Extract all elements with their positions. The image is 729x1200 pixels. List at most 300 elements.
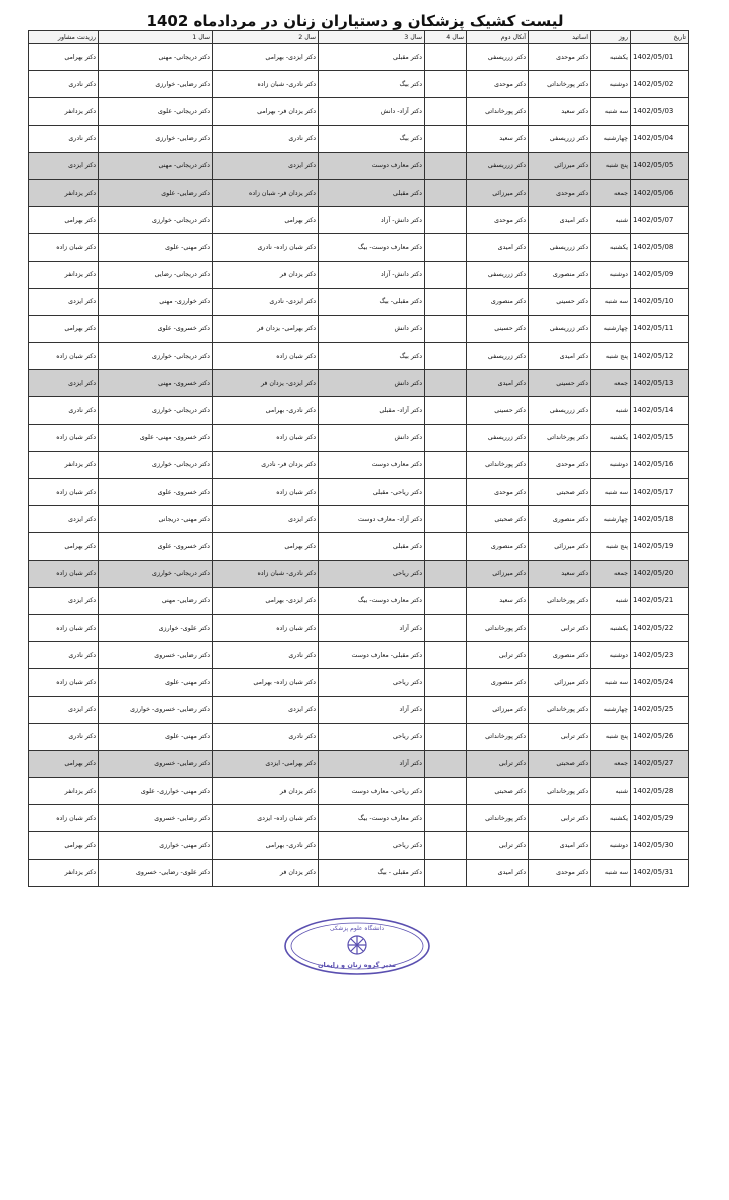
table-row — [29, 805, 689, 832]
cell-day: دوشنبه — [591, 261, 631, 288]
cell-date: 1402/05/26 — [631, 723, 689, 750]
table-row — [29, 207, 689, 234]
cell-year1: دکتر مهنی- علوی — [99, 234, 213, 261]
stamp-graphic — [282, 915, 432, 977]
cell-senior: دکتر نادری — [29, 642, 99, 669]
cell-year4 — [425, 179, 467, 206]
cell-oncall2: دکتر موحدی — [467, 479, 529, 506]
cell-year2: دکتر شبان زاده- ایزدی — [213, 805, 319, 832]
cell-senior: دکتر بهرامی — [29, 44, 99, 71]
cell-year3: دکتر ریاحی- معارف دوست — [319, 778, 425, 805]
cell-year1: دکتر خسروی- مهنی- علوی — [99, 424, 213, 451]
table-row — [29, 642, 689, 669]
cell-year2: دکتر شبان زاده — [213, 424, 319, 451]
cell-attending: دکتر منصوری — [529, 642, 591, 669]
table-row — [29, 125, 689, 152]
cell-attending: دکتر پورخانداتی — [529, 587, 591, 614]
cell-date: 1402/05/06 — [631, 179, 689, 206]
cell-year3: دکتر معارف دوست- بیگ — [319, 805, 425, 832]
cell-day: یکشنبه — [591, 614, 631, 641]
cell-attending: دکتر پورخانداتی — [529, 71, 591, 98]
cell-year2: دکتر یزدان فر — [213, 778, 319, 805]
cell-attending: دکتر سعید — [529, 560, 591, 587]
cell-day: سه شنبه — [591, 859, 631, 886]
cell-year3: دکتر ریاحی- مقبلی — [319, 479, 425, 506]
cell-year2: دکتر بهرامی- یزدان فر — [213, 315, 319, 342]
cell-date: 1402/05/23 — [631, 642, 689, 669]
table-row — [29, 397, 689, 424]
cell-attending: دکتر زرریسفی — [529, 234, 591, 261]
roster-sheet — [28, 30, 688, 887]
cell-date: 1402/05/30 — [631, 832, 689, 859]
cell-year4 — [425, 288, 467, 315]
cell-senior: دکتر یزدانفر — [29, 778, 99, 805]
cell-year3: دکتر ریاحی — [319, 832, 425, 859]
table-row — [29, 343, 689, 370]
cell-oncall2: دکتر زرریسفی — [467, 44, 529, 71]
cell-year2: دکتر ایزدی — [213, 506, 319, 533]
cell-attending: دکتر پورخانداتی — [529, 778, 591, 805]
cell-senior: دکتر بهرامی — [29, 750, 99, 777]
cell-year3: دکتر مقبلی — [319, 179, 425, 206]
cell-year2: دکتر ایزدی- بهرامی — [213, 587, 319, 614]
cell-year3: دکتر مقبلی — [319, 533, 425, 560]
cell-year3: دکتر ریاحی — [319, 560, 425, 587]
cell-year3: دکتر دانش — [319, 424, 425, 451]
cell-attending: دکتر موحدی — [529, 44, 591, 71]
cell-year2: دکتر یزدان فر- نادری — [213, 451, 319, 478]
cell-year2: دکتر نادری- بهرامی — [213, 397, 319, 424]
cell-year2: دکتر شبان زاده- نادری — [213, 234, 319, 261]
cell-oncall2: دکتر میرزائی — [467, 179, 529, 206]
cell-date: 1402/05/15 — [631, 424, 689, 451]
cell-year1: دکتر رضایی- مهنی — [99, 587, 213, 614]
cell-year4 — [425, 424, 467, 451]
cell-day: سه شنبه — [591, 98, 631, 125]
cell-date: 1402/05/12 — [631, 343, 689, 370]
cell-oncall2: دکتر سعید — [467, 125, 529, 152]
cell-oncall2: دکتر صحبتی — [467, 506, 529, 533]
cell-date: 1402/05/14 — [631, 397, 689, 424]
cell-year4 — [425, 614, 467, 641]
cell-senior: دکتر ایزدی — [29, 696, 99, 723]
cell-year1: دکتر دریجانی- خوارزی — [99, 560, 213, 587]
cell-year4 — [425, 859, 467, 886]
cell-day: شنبه — [591, 587, 631, 614]
cell-year2: دکتر نادری — [213, 642, 319, 669]
cell-year1: دکتر دریجانی- مهنی — [99, 44, 213, 71]
cell-senior: دکتر یزدانفر — [29, 261, 99, 288]
cell-attending: دکتر سعید — [529, 98, 591, 125]
cell-year3: دکتر بیگ — [319, 125, 425, 152]
cell-year1: دکتر رضایی- خسروی — [99, 750, 213, 777]
cell-year4 — [425, 696, 467, 723]
cell-year3: دکتر دانش- آزاد — [319, 207, 425, 234]
cell-senior: دکتر نادری — [29, 723, 99, 750]
cell-year1: دکتر رضایی- خوارزی — [99, 71, 213, 98]
cell-year3: دکتر معارف دوست — [319, 152, 425, 179]
cell-attending: دکتر منصوری — [529, 261, 591, 288]
cell-day: چهارشنبه — [591, 506, 631, 533]
cell-year4 — [425, 125, 467, 152]
cell-year4 — [425, 778, 467, 805]
cell-year3: دکتر مقبلی - بیگ — [319, 859, 425, 886]
cell-date: 1402/05/29 — [631, 805, 689, 832]
cell-date: 1402/05/09 — [631, 261, 689, 288]
cell-oncall2: دکتر امیدی — [467, 234, 529, 261]
cell-year3: دکتر آزاد — [319, 750, 425, 777]
table-row — [29, 696, 689, 723]
cell-oncall2: دکتر منصوری — [467, 533, 529, 560]
header-year1: سال 1 — [99, 31, 213, 44]
cell-year2: دکتر نادری — [213, 723, 319, 750]
header-attending: اساتید — [529, 31, 591, 44]
roster-body — [29, 44, 689, 887]
cell-oncall2: دکتر حسینی — [467, 315, 529, 342]
cell-year2: دکتر بهرامی- ایزدی — [213, 750, 319, 777]
cell-attending: دکتر موحدی — [529, 859, 591, 886]
cell-oncall2: دکتر پورخانداتی — [467, 723, 529, 750]
cell-date: 1402/05/18 — [631, 506, 689, 533]
cell-oncall2: دکتر زرریسفی — [467, 152, 529, 179]
cell-oncall2: دکتر پورخانداتی — [467, 451, 529, 478]
cell-senior: دکتر ایزدی — [29, 587, 99, 614]
cell-attending: دکتر پورخانداتی — [529, 696, 591, 723]
cell-year1: دکتر خسروی- مهنی — [99, 370, 213, 397]
cell-date: 1402/05/24 — [631, 669, 689, 696]
cell-date: 1402/05/28 — [631, 778, 689, 805]
cell-year4 — [425, 669, 467, 696]
table-row — [29, 152, 689, 179]
cell-attending: دکتر پورخانداتی — [529, 424, 591, 451]
cell-date: 1402/05/20 — [631, 560, 689, 587]
cell-attending: دکتر صحبتی — [529, 750, 591, 777]
cell-year1: دکتر مهنی- خوارزی- علوی — [99, 778, 213, 805]
cell-year3: دکتر آزاد- مقبلی — [319, 397, 425, 424]
header-year2: سال 2 — [213, 31, 319, 44]
cell-year4 — [425, 261, 467, 288]
cell-oncall2: دکتر امیدی — [467, 370, 529, 397]
header-senior: رزیدنت مشاور — [29, 31, 99, 44]
cell-year1: دکتر دریجانی- خوارزی — [99, 343, 213, 370]
cell-attending: دکتر میرزائی — [529, 533, 591, 560]
cell-year2: دکتر ایزدی- یزدان فر — [213, 370, 319, 397]
cell-date: 1402/05/19 — [631, 533, 689, 560]
table-row — [29, 315, 689, 342]
cell-senior: دکتر شبان زاده — [29, 234, 99, 261]
table-row — [29, 533, 689, 560]
table-row — [29, 587, 689, 614]
cell-date: 1402/05/08 — [631, 234, 689, 261]
department-stamp — [282, 915, 432, 977]
cell-year3: دکتر آزاد — [319, 614, 425, 641]
cell-senior: دکتر بهرامی — [29, 315, 99, 342]
table-row — [29, 750, 689, 777]
cell-year4 — [425, 723, 467, 750]
cell-year1: دکتر خسروی- علوی — [99, 315, 213, 342]
table-row — [29, 261, 689, 288]
cell-year4 — [425, 315, 467, 342]
cell-oncall2: دکتر موحدی — [467, 71, 529, 98]
cell-year2: دکتر یزدان فر- شبان زاده — [213, 179, 319, 206]
cell-year1: دکتر مهنی- علوی — [99, 669, 213, 696]
cell-year4 — [425, 343, 467, 370]
cell-year2: دکتر نادری- شبان زاده — [213, 560, 319, 587]
cell-year3: دکتر مقبلی- معارف دوست — [319, 642, 425, 669]
cell-year4 — [425, 479, 467, 506]
cell-year4 — [425, 98, 467, 125]
cell-senior: دکتر بهرامی — [29, 207, 99, 234]
table-row — [29, 179, 689, 206]
cell-year1: دکتر دریجانی- مهنی — [99, 152, 213, 179]
table-row — [29, 669, 689, 696]
cell-senior: دکتر ایزدی — [29, 370, 99, 397]
cell-year3: دکتر آزاد — [319, 696, 425, 723]
cell-date: 1402/05/22 — [631, 614, 689, 641]
table-row — [29, 44, 689, 71]
cell-year1: دکتر خسروی- علوی — [99, 479, 213, 506]
cell-date: 1402/05/31 — [631, 859, 689, 886]
emblem-icon — [348, 936, 366, 954]
cell-year1: دکتر رضایی- خسروی — [99, 642, 213, 669]
cell-day: جمعه — [591, 179, 631, 206]
cell-attending: دکتر حسینی — [529, 288, 591, 315]
cell-year4 — [425, 533, 467, 560]
cell-date: 1402/05/16 — [631, 451, 689, 478]
cell-senior: دکتر یزدانفر — [29, 98, 99, 125]
cell-year3: دکتر دانش — [319, 370, 425, 397]
cell-senior: دکتر بهرامی — [29, 832, 99, 859]
cell-year2: دکتر ایزدی- بهرامی — [213, 44, 319, 71]
cell-year3: دکتر بیگ — [319, 71, 425, 98]
cell-date: 1402/05/21 — [631, 587, 689, 614]
cell-year4 — [425, 750, 467, 777]
cell-day: شنبه — [591, 778, 631, 805]
cell-year3: دکتر معارف دوست- بیگ — [319, 587, 425, 614]
cell-attending: دکتر حسینی — [529, 370, 591, 397]
cell-year3: دکتر معارف دوست — [319, 451, 425, 478]
cell-year2: دکتر بهرامی — [213, 533, 319, 560]
cell-date: 1402/05/01 — [631, 44, 689, 71]
table-row — [29, 451, 689, 478]
table-row — [29, 71, 689, 98]
cell-year1: دکتر رضایی- خسروی- خوارزی — [99, 696, 213, 723]
cell-senior: دکتر یزدانفر — [29, 179, 99, 206]
table-row — [29, 723, 689, 750]
cell-year3: دکتر مقبلی — [319, 44, 425, 71]
cell-year2: دکتر شبان زاده — [213, 614, 319, 641]
cell-oncall2: دکتر پورخانداتی — [467, 614, 529, 641]
cell-year2: دکتر شبان زاده- بهرامی — [213, 669, 319, 696]
cell-attending: دکتر زرریسفی — [529, 315, 591, 342]
cell-oncall2: دکتر سعید — [467, 587, 529, 614]
cell-year3: دکتر ریاحی — [319, 723, 425, 750]
cell-day: پنج شنبه — [591, 723, 631, 750]
cell-oncall2: دکتر منصوری — [467, 288, 529, 315]
cell-day: سه شنبه — [591, 669, 631, 696]
cell-year2: دکتر نادری- شبان زاده — [213, 71, 319, 98]
cell-year3: دکتر آزاد- معارف دوست — [319, 506, 425, 533]
table-row — [29, 859, 689, 886]
cell-day: دوشنبه — [591, 832, 631, 859]
cell-year4 — [425, 506, 467, 533]
cell-oncall2: دکتر زرریسفی — [467, 343, 529, 370]
cell-senior: دکتر نادری — [29, 125, 99, 152]
cell-year1: دکتر مهنی- علوی — [99, 723, 213, 750]
cell-oncall2: دکتر میرزائی — [467, 560, 529, 587]
cell-year3: دکتر معارف دوست- بیگ — [319, 234, 425, 261]
cell-day: پنج شنبه — [591, 343, 631, 370]
cell-day: دوشنبه — [591, 451, 631, 478]
cell-year2: دکتر شبان زاده — [213, 479, 319, 506]
cell-senior: دکتر نادری — [29, 397, 99, 424]
table-row — [29, 506, 689, 533]
table-row — [29, 778, 689, 805]
cell-year2: دکتر یزدان فر- بهرامی — [213, 98, 319, 125]
cell-attending: دکتر موحدی — [529, 451, 591, 478]
table-row — [29, 234, 689, 261]
cell-day: جمعه — [591, 750, 631, 777]
cell-oncall2: دکتر ترابی — [467, 642, 529, 669]
cell-day: سه شنبه — [591, 288, 631, 315]
cell-year1: دکتر دریجانی- خوارزی — [99, 451, 213, 478]
cell-year3: دکتر آزاد- دانش — [319, 98, 425, 125]
cell-year1: دکتر رضایی- علوی — [99, 179, 213, 206]
cell-day: یکشنبه — [591, 424, 631, 451]
cell-attending: دکتر ترابی — [529, 614, 591, 641]
cell-day: یکشنبه — [591, 234, 631, 261]
cell-senior: دکتر بهرامی — [29, 533, 99, 560]
cell-date: 1402/05/13 — [631, 370, 689, 397]
cell-attending: دکتر زرریسفی — [529, 397, 591, 424]
cell-attending: دکتر منصوری — [529, 506, 591, 533]
stamp-line2: مدیر گروه زنان و زایمان — [318, 961, 396, 969]
cell-year2: دکتر یزدان فر — [213, 859, 319, 886]
table-row — [29, 424, 689, 451]
cell-year4 — [425, 71, 467, 98]
cell-senior: دکتر یزدانفر — [29, 451, 99, 478]
cell-attending: دکتر موحدی — [529, 179, 591, 206]
cell-year2: دکتر ایزدی — [213, 696, 319, 723]
cell-date: 1402/05/05 — [631, 152, 689, 179]
table-row — [29, 370, 689, 397]
cell-year3: دکتر مقبلی- بیگ — [319, 288, 425, 315]
table-row — [29, 614, 689, 641]
cell-oncall2: دکتر زرریسفی — [467, 261, 529, 288]
cell-year2: دکتر شبان زاده — [213, 343, 319, 370]
cell-date: 1402/05/25 — [631, 696, 689, 723]
cell-oncall2: دکتر ترابی — [467, 750, 529, 777]
cell-day: شنبه — [591, 397, 631, 424]
cell-year1: دکتر خسروی- علوی — [99, 533, 213, 560]
cell-year4 — [425, 152, 467, 179]
cell-year2: دکتر ایزدی- نادری — [213, 288, 319, 315]
cell-senior: دکتر شبان زاده — [29, 560, 99, 587]
header-year3: سال 3 — [319, 31, 425, 44]
cell-year1: دکتر خوارزی- مهنی — [99, 288, 213, 315]
header-date: تاریخ — [631, 31, 689, 44]
cell-day: چهارشنبه — [591, 696, 631, 723]
header-year4: سال 4 — [425, 31, 467, 44]
cell-attending: دکتر ترابی — [529, 723, 591, 750]
table-row — [29, 98, 689, 125]
cell-day: پنج شنبه — [591, 152, 631, 179]
cell-date: 1402/05/11 — [631, 315, 689, 342]
cell-year1: دکتر دریجانی- علوی — [99, 98, 213, 125]
cell-senior: دکتر شبان زاده — [29, 479, 99, 506]
table-row — [29, 479, 689, 506]
table-row — [29, 832, 689, 859]
cell-year3: دکتر دانش- آزاد — [319, 261, 425, 288]
cell-oncall2: دکتر حسینی — [467, 397, 529, 424]
cell-oncall2: دکتر میرزائی — [467, 696, 529, 723]
cell-year2: دکتر بهرامی — [213, 207, 319, 234]
cell-year4 — [425, 642, 467, 669]
cell-year4 — [425, 587, 467, 614]
cell-senior: دکتر شبان زاده — [29, 805, 99, 832]
cell-year4 — [425, 805, 467, 832]
cell-attending: دکتر امیدی — [529, 343, 591, 370]
cell-day: دوشنبه — [591, 642, 631, 669]
cell-year4 — [425, 207, 467, 234]
cell-attending: دکتر صحبتی — [529, 479, 591, 506]
cell-year1: دکتر دریجانی- خوارزی — [99, 397, 213, 424]
cell-year4 — [425, 451, 467, 478]
cell-attending: دکتر زرریسفی — [529, 125, 591, 152]
cell-date: 1402/05/07 — [631, 207, 689, 234]
cell-date: 1402/05/02 — [631, 71, 689, 98]
cell-oncall2: دکتر صحبتی — [467, 778, 529, 805]
cell-senior: دکتر شبان زاده — [29, 669, 99, 696]
cell-date: 1402/05/27 — [631, 750, 689, 777]
cell-day: چهارشنبه — [591, 125, 631, 152]
cell-year1: دکتر رضایی- خسروی — [99, 805, 213, 832]
cell-year4 — [425, 397, 467, 424]
cell-oncall2: دکتر پورخانداتی — [467, 805, 529, 832]
cell-oncall2: دکتر موحدی — [467, 207, 529, 234]
cell-date: 1402/05/04 — [631, 125, 689, 152]
cell-date: 1402/05/03 — [631, 98, 689, 125]
cell-day: شنبه — [591, 207, 631, 234]
header-oncall2: آنکال دوم — [467, 31, 529, 44]
cell-senior: دکتر شبان زاده — [29, 614, 99, 641]
cell-oncall2: دکتر پورخانداتی — [467, 98, 529, 125]
cell-day: سه شنبه — [591, 479, 631, 506]
cell-year3: دکتر ریاحی — [319, 669, 425, 696]
cell-year1: دکتر مهنی- دریجانی — [99, 506, 213, 533]
cell-year1: دکتر مهنی- خوارزی — [99, 832, 213, 859]
cell-year3: دکتر دانش — [319, 315, 425, 342]
cell-attending: دکتر میرزائی — [529, 152, 591, 179]
cell-attending: دکتر امیدی — [529, 207, 591, 234]
roster-table — [28, 30, 689, 887]
cell-year1: دکتر دریجانی- رضایی — [99, 261, 213, 288]
cell-attending: دکتر میرزائی — [529, 669, 591, 696]
cell-oncall2: دکتر ترابی — [467, 832, 529, 859]
cell-year1: دکتر دریجانی- خوارزی — [99, 207, 213, 234]
cell-year4 — [425, 234, 467, 261]
page-title: لیست کشیک پزشکان و دستیاران زنان در مردادماه 1402 — [146, 12, 564, 30]
cell-day: دوشنبه — [591, 71, 631, 98]
cell-date: 1402/05/10 — [631, 288, 689, 315]
cell-senior: دکتر شبان زاده — [29, 343, 99, 370]
cell-day: یکشنبه — [591, 805, 631, 832]
cell-year2: دکتر نادری- بهرامی — [213, 832, 319, 859]
cell-oncall2: دکتر امیدی — [467, 859, 529, 886]
cell-date: 1402/05/17 — [631, 479, 689, 506]
cell-year2: دکتر نادری — [213, 125, 319, 152]
cell-senior: دکتر ایزدی — [29, 152, 99, 179]
